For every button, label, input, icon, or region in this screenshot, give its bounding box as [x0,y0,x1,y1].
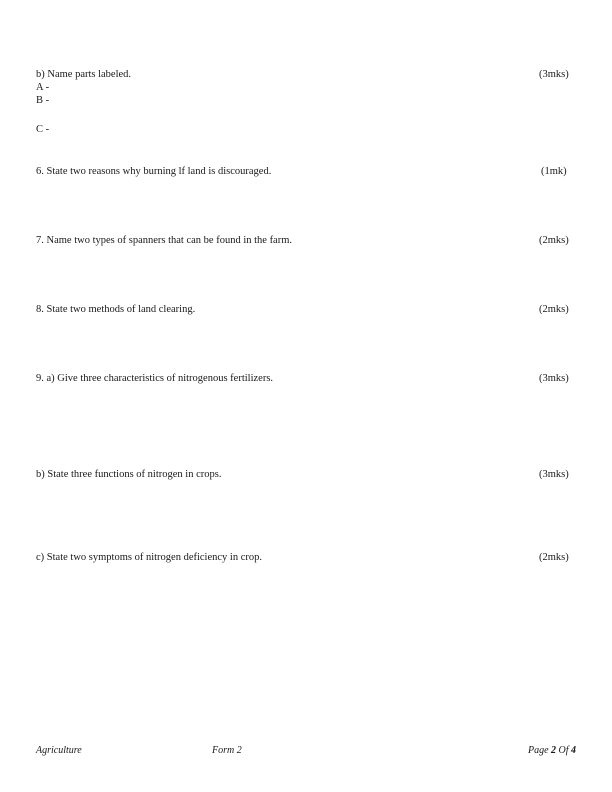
label-b: B - [36,95,50,106]
question-6-marks: (1mk) [541,166,567,177]
question-8-text: 8. State two methods of land clearing. [36,304,196,315]
question-7-text: 7. Name two types of spanners that can be found in the farm. [36,235,293,246]
label-c: C - [36,124,50,135]
label-a: A - [36,82,50,93]
page-separator: Of [556,745,572,756]
question-9b-text: b) State three functions of nitrogen in crops. [36,469,222,480]
page-current: 2 [551,745,557,756]
footer-page-number [528,745,576,757]
question-7-marks: (2mks) [539,235,569,246]
question-9a-marks: (3mks) [539,373,569,384]
question-9c-text: c) State two symptoms of nitrogen deficiency in crop. [36,552,262,563]
question-9b-marks: (3mks) [539,469,569,480]
question-6-text: 6. State two reasons why burning lf land is discouraged. [36,166,272,177]
question-8-marks: (2mks) [539,304,569,315]
question-5b-marks: (3mks) [539,69,569,80]
footer-form: Form 2 [212,745,242,756]
question-9a-text: 9. a) Give three characteristics of nitrogenous fertilizers. [36,373,274,384]
question-5b-text: b) Name parts labeled. [36,69,132,80]
question-9c-marks: (2mks) [539,552,569,563]
page-total: 4 [571,745,577,756]
footer-subject: Agriculture [36,745,82,756]
page-prefix: Page [528,745,552,756]
